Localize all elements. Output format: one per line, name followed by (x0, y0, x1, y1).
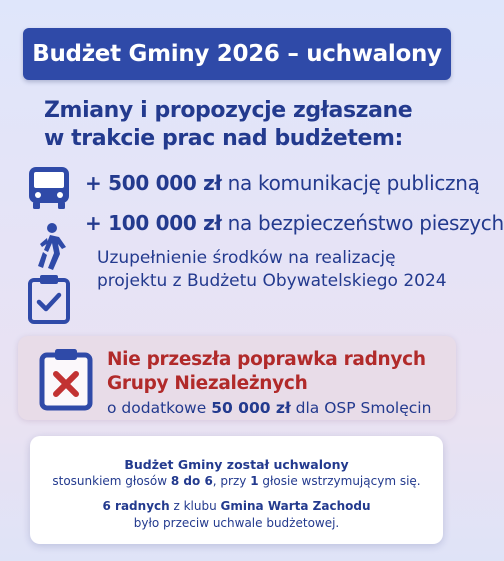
item-public-transport (85, 171, 480, 195)
item-public-transport-amount: + 500 000 zł (85, 171, 222, 195)
bus-icon (26, 165, 72, 211)
summary-opposition-line-2: było przeciw uchwale budżetowej. (133, 516, 340, 530)
clipboard-x-icon (38, 347, 94, 411)
item-pedestrian-safety-amount: + 100 000 zł (85, 211, 222, 235)
rejected-detail-post: dla OSP Smolęcin (290, 399, 432, 417)
item-public-transport-text: na komunikację publiczną (221, 171, 480, 195)
section-heading-line-1: Zmiany i propozycje zgłaszane (44, 98, 413, 123)
pedestrian-icon (30, 222, 70, 272)
summary-vote-pre: stosunkiem głosów (52, 474, 171, 488)
rejected-amendment-text (107, 348, 431, 419)
rejected-amendment-line-1: Nie przeszła poprawka radnych (107, 349, 426, 370)
summary-opp-club: Gmina Warta Zachodu (220, 499, 371, 513)
rejected-amendment-detail (107, 397, 431, 419)
section-heading (44, 97, 464, 153)
summary-title: Budżet Gminy został uchwalony (124, 457, 349, 472)
item-civic-budget (97, 247, 447, 293)
rejected-detail-amount: 50 000 zł (211, 399, 291, 417)
title-banner (23, 28, 451, 80)
summary-vote-mid: , przy (212, 474, 251, 488)
summary-vote-result: 8 do 6 (170, 474, 213, 488)
section-heading-line-2: w trakcie prac nad budżetem: (44, 126, 403, 151)
summary-vote-post: głosie wstrzymującym się. (258, 474, 421, 488)
summary-card (30, 436, 443, 544)
item-civic-budget-line-1: Uzupełnienie środków na realizację (97, 248, 396, 268)
summary-opposition (30, 499, 443, 513)
summary-vote-abstain: 1 (250, 474, 259, 488)
rejected-detail-pre: o dodatkowe (107, 399, 212, 417)
page-title: Budżet Gminy 2026 – uchwalony (32, 41, 442, 67)
summary-opp-mid: z klubu (169, 499, 221, 513)
summary-vote (30, 474, 443, 488)
clipboard-check-icon (27, 274, 71, 324)
item-pedestrian-safety-text: na bezpieczeństwo pieszych (221, 211, 504, 235)
item-pedestrian-safety (85, 211, 504, 235)
item-civic-budget-line-2: projektu z Budżetu Obywatelskiego 2024 (97, 271, 447, 291)
rejected-amendment-line-2: Grupy Niezależnych (107, 373, 308, 394)
summary-opp-count: 6 radnych (102, 499, 170, 513)
